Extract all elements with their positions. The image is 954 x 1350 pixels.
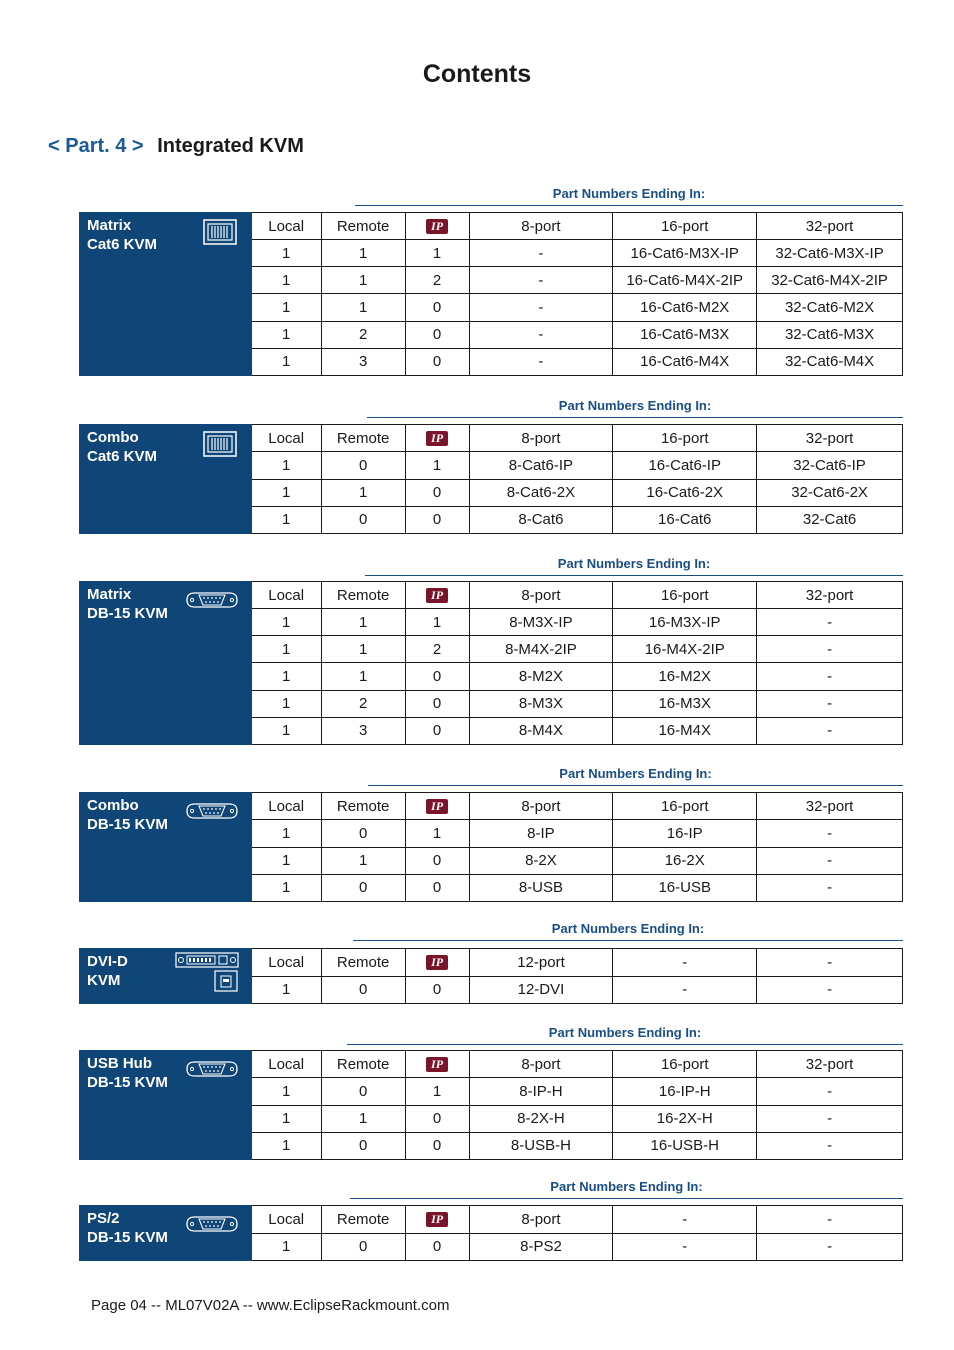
product-label <box>80 425 252 534</box>
column-header: 8-port <box>469 213 613 240</box>
kvm-parts-table <box>79 581 903 745</box>
table-cell: 8-2X-H <box>469 1105 613 1132</box>
column-header: 8-port <box>469 1206 613 1234</box>
column-header: 8-port <box>469 793 613 820</box>
ip-column-header <box>405 949 469 977</box>
table-cell: 16-2X <box>613 847 757 874</box>
product-name-line-2: Cat6 KVM <box>87 236 158 253</box>
column-header: 16-port <box>613 582 757 609</box>
table-cell: 1 <box>251 1105 321 1132</box>
table-cell: 16-Cat6-M4X <box>613 348 757 375</box>
table-cell: - <box>613 976 757 1004</box>
kvm-parts-table <box>79 792 903 902</box>
table-cell: 1 <box>251 874 321 901</box>
table-cell: 1 <box>251 479 321 506</box>
table-cell: 1 <box>321 609 405 636</box>
table-cell: 1 <box>251 267 321 294</box>
table-cell: 0 <box>321 452 405 479</box>
table-cell: - <box>469 321 613 348</box>
table-cell: 0 <box>405 663 469 690</box>
table-header-row <box>80 793 903 820</box>
table-cell: 1 <box>321 294 405 321</box>
table-cell: 16-Cat6-M4X-2IP <box>613 267 757 294</box>
column-header: 16-port <box>613 425 757 452</box>
table-cell: 16-M4X-2IP <box>613 636 757 663</box>
product-name <box>87 796 168 834</box>
column-header: 32-port <box>757 582 903 609</box>
table-cell: 1 <box>405 240 469 267</box>
kvm-parts-table <box>79 1205 903 1261</box>
table-cell: - <box>757 636 903 663</box>
product-name-line-1: Matrix <box>87 217 132 234</box>
kvm-parts-table <box>79 424 903 534</box>
table-cell: - <box>613 1233 757 1261</box>
product-name-line-2: DB-15 KVM <box>87 1074 168 1091</box>
table-cell: - <box>757 690 903 717</box>
column-header: 8-port <box>469 582 613 609</box>
table-cell: 3 <box>321 348 405 375</box>
column-header: Local <box>251 949 321 977</box>
column-header: Remote <box>321 949 405 977</box>
column-header: 12-port <box>469 949 613 977</box>
table-cell: 2 <box>321 321 405 348</box>
table-cell: 0 <box>405 294 469 321</box>
table-cell: 16-Cat6-2X <box>613 479 757 506</box>
table-cell: 16-2X-H <box>613 1105 757 1132</box>
table-cell: 32-Cat6-IP <box>757 452 903 479</box>
column-header: 8-port <box>469 425 613 452</box>
ip-badge-icon: IP <box>426 955 448 970</box>
table-cell: - <box>757 1233 903 1261</box>
column-header: Remote <box>321 582 405 609</box>
table-cell: 1 <box>251 348 321 375</box>
ip-column-header <box>405 793 469 820</box>
product-name-line-2: Cat6 KVM <box>87 448 158 465</box>
table-cell: - <box>757 1132 903 1159</box>
table-cell: 1 <box>251 1132 321 1159</box>
table-cell: 0 <box>321 874 405 901</box>
ip-column-header <box>405 213 469 240</box>
ip-badge-icon: IP <box>426 799 448 814</box>
table-cell: 1 <box>251 690 321 717</box>
table-cell: 8-IP <box>469 820 613 847</box>
table-cell: - <box>757 847 903 874</box>
table-cell: 1 <box>251 240 321 267</box>
product-name-line-1: USB Hub <box>87 1055 152 1072</box>
product-label <box>80 213 252 376</box>
table-cell: 8-M4X-2IP <box>469 636 613 663</box>
kvm-parts-table <box>79 212 903 376</box>
table-cell: 2 <box>405 636 469 663</box>
column-header: 32-port <box>757 793 903 820</box>
table-cell: 0 <box>405 1233 469 1261</box>
table-cell: 0 <box>405 717 469 744</box>
table-cell: 1 <box>251 820 321 847</box>
column-header: Remote <box>321 793 405 820</box>
product-name <box>87 1054 168 1092</box>
table-cell: 8-PS2 <box>469 1233 613 1261</box>
table-cell: 0 <box>321 506 405 533</box>
column-header: - <box>613 1206 757 1234</box>
table-cell: 8-M3X-IP <box>469 609 613 636</box>
table-cell: 0 <box>405 506 469 533</box>
table-header-row <box>80 425 903 452</box>
column-header: Local <box>251 582 321 609</box>
table-cell: 1 <box>251 1233 321 1261</box>
table-cell: 1 <box>251 294 321 321</box>
table-header-row <box>80 949 903 977</box>
table-cell: - <box>757 820 903 847</box>
column-header: 16-port <box>613 793 757 820</box>
db15-port-icon <box>185 1214 239 1238</box>
ip-badge-icon: IP <box>426 1212 448 1227</box>
ip-badge-icon: IP <box>426 431 448 446</box>
product-name-line-1: Matrix <box>87 586 132 603</box>
table-cell: 1 <box>251 609 321 636</box>
table-cell: 0 <box>321 820 405 847</box>
ip-badge-icon: IP <box>426 219 448 234</box>
product-name <box>87 428 157 466</box>
ip-badge-icon: IP <box>426 588 448 603</box>
table-cell: - <box>757 1105 903 1132</box>
ip-column-header <box>405 1051 469 1078</box>
table-cell: 32-Cat6-M4X <box>757 348 903 375</box>
table-cell: - <box>469 294 613 321</box>
table-cell: 1 <box>251 636 321 663</box>
column-header: 8-port <box>469 1051 613 1078</box>
table-cell: 12-DVI <box>469 976 613 1004</box>
column-header: Remote <box>321 1206 405 1234</box>
table-cell: 32-Cat6-M3X <box>757 321 903 348</box>
table-cell: 0 <box>321 976 405 1004</box>
page-title: Contents <box>422 60 532 88</box>
table-cell: 16-USB <box>613 874 757 901</box>
table-cell: 2 <box>321 690 405 717</box>
column-header: Local <box>251 425 321 452</box>
column-header: - <box>613 949 757 977</box>
table-cell: 3 <box>321 717 405 744</box>
table-cell: 0 <box>405 1132 469 1159</box>
column-header: 32-port <box>757 1051 903 1078</box>
db15-port-icon <box>185 801 239 825</box>
column-header: 32-port <box>757 425 903 452</box>
product-name-line-1: PS/2 <box>87 1210 120 1227</box>
table-cell: 8-Cat6-2X <box>469 479 613 506</box>
product-name-line-1: Combo <box>87 429 139 446</box>
table-cell: - <box>469 240 613 267</box>
table-cell: 8-USB-H <box>469 1132 613 1159</box>
table-cell: 1 <box>251 1078 321 1105</box>
part-tag: < Part. 4 > <box>48 135 144 157</box>
table-cell: 16-M4X <box>613 717 757 744</box>
dvi-port-icon <box>175 952 239 996</box>
table-cell: 8-Cat6 <box>469 506 613 533</box>
table-cell: 32-Cat6-M2X <box>757 294 903 321</box>
table-cell: 1 <box>251 663 321 690</box>
part-numbers-heading: Part Numbers Ending In: <box>365 556 903 576</box>
table-cell: 8-IP-H <box>469 1078 613 1105</box>
table-cell: 1 <box>321 240 405 267</box>
product-name <box>87 1209 168 1247</box>
column-header: Local <box>251 1206 321 1234</box>
table-cell: 16-M3X-IP <box>613 609 757 636</box>
table-cell: 32-Cat6-2X <box>757 479 903 506</box>
table-cell: 8-M3X <box>469 690 613 717</box>
product-label <box>80 1206 252 1261</box>
table-cell: 1 <box>251 976 321 1004</box>
column-header: - <box>757 1206 903 1234</box>
table-cell: 16-Cat6-M2X <box>613 294 757 321</box>
table-cell: 0 <box>321 1132 405 1159</box>
table-cell: 1 <box>321 1105 405 1132</box>
part-heading <box>48 135 304 158</box>
table-cell: 16-Cat6-M3X <box>613 321 757 348</box>
table-header-row <box>80 1051 903 1078</box>
product-label <box>80 949 252 1004</box>
table-cell: 0 <box>405 1105 469 1132</box>
table-cell: 32-Cat6-M3X-IP <box>757 240 903 267</box>
column-header: Remote <box>321 1051 405 1078</box>
table-cell: 0 <box>321 1078 405 1105</box>
product-label <box>80 793 252 902</box>
table-cell: - <box>757 1078 903 1105</box>
column-header: - <box>757 949 903 977</box>
table-cell: 1 <box>405 609 469 636</box>
column-header: Local <box>251 793 321 820</box>
table-cell: 16-M2X <box>613 663 757 690</box>
column-header: 32-port <box>757 213 903 240</box>
ip-badge-icon: IP <box>426 1057 448 1072</box>
table-cell: 16-Cat6 <box>613 506 757 533</box>
column-header: 16-port <box>613 1051 757 1078</box>
table-cell: 16-Cat6-IP <box>613 452 757 479</box>
rj45-port-icon <box>203 219 237 249</box>
table-header-row <box>80 213 903 240</box>
product-name-line-2: DB-15 KVM <box>87 816 168 833</box>
part-name: Integrated KVM <box>157 135 304 157</box>
ip-column-header <box>405 582 469 609</box>
table-cell: 8-Cat6-IP <box>469 452 613 479</box>
table-cell: - <box>757 663 903 690</box>
column-header: 16-port <box>613 213 757 240</box>
table-cell: - <box>757 717 903 744</box>
part-numbers-heading: Part Numbers Ending In: <box>367 398 903 418</box>
table-cell: 1 <box>251 452 321 479</box>
table-cell: 0 <box>321 1233 405 1261</box>
table-header-row <box>80 582 903 609</box>
column-header: Remote <box>321 425 405 452</box>
table-cell: 8-2X <box>469 847 613 874</box>
rj45-port-icon <box>203 431 237 461</box>
table-cell: 0 <box>405 976 469 1004</box>
db15-port-icon <box>185 590 239 614</box>
part-numbers-heading: Part Numbers Ending In: <box>355 186 903 206</box>
table-cell: - <box>469 267 613 294</box>
table-cell: 0 <box>405 847 469 874</box>
column-header: Local <box>251 213 321 240</box>
product-name <box>87 952 128 990</box>
product-name-line-2: DB-15 KVM <box>87 1229 168 1246</box>
part-numbers-heading: Part Numbers Ending In: <box>353 921 903 941</box>
product-label <box>80 582 252 745</box>
kvm-parts-table <box>79 948 903 1004</box>
part-numbers-heading: Part Numbers Ending In: <box>347 1025 903 1045</box>
table-cell: - <box>757 976 903 1004</box>
table-cell: - <box>757 874 903 901</box>
table-cell: 32-Cat6 <box>757 506 903 533</box>
table-cell: 1 <box>251 717 321 744</box>
part-numbers-heading: Part Numbers Ending In: <box>350 1179 903 1199</box>
table-cell: 16-IP-H <box>613 1078 757 1105</box>
table-cell: 1 <box>321 847 405 874</box>
product-name-line-1: DVI-D <box>87 953 128 970</box>
db15-port-icon <box>185 1059 239 1083</box>
table-cell: 0 <box>405 348 469 375</box>
kvm-parts-table <box>79 1050 903 1160</box>
ip-column-header <box>405 425 469 452</box>
table-cell: 32-Cat6-M4X-2IP <box>757 267 903 294</box>
table-cell: 8-M4X <box>469 717 613 744</box>
table-cell: 1 <box>251 847 321 874</box>
table-cell: 16-IP <box>613 820 757 847</box>
table-cell: 16-M3X <box>613 690 757 717</box>
product-name <box>87 585 168 623</box>
table-cell: 1 <box>251 506 321 533</box>
table-cell: 1 <box>321 663 405 690</box>
table-cell: 8-M2X <box>469 663 613 690</box>
table-cell: 0 <box>405 690 469 717</box>
table-cell: 2 <box>405 267 469 294</box>
table-cell: - <box>757 609 903 636</box>
table-cell: 1 <box>405 1078 469 1105</box>
table-cell: 0 <box>405 321 469 348</box>
product-label <box>80 1051 252 1160</box>
column-header: Local <box>251 1051 321 1078</box>
table-header-row <box>80 1206 903 1234</box>
part-numbers-heading: Part Numbers Ending In: <box>368 766 903 786</box>
table-cell: 1 <box>251 321 321 348</box>
table-cell: 1 <box>405 820 469 847</box>
product-name <box>87 216 157 254</box>
product-name-line-1: Combo <box>87 797 139 814</box>
table-cell: 1 <box>405 452 469 479</box>
table-cell: 16-Cat6-M3X-IP <box>613 240 757 267</box>
column-header: Remote <box>321 213 405 240</box>
ip-column-header <box>405 1206 469 1234</box>
table-cell: 1 <box>321 636 405 663</box>
table-cell: 16-USB-H <box>613 1132 757 1159</box>
table-cell: 1 <box>321 267 405 294</box>
table-cell: 0 <box>405 479 469 506</box>
table-cell: - <box>469 348 613 375</box>
page-footer: Page 04 -- ML07V02A -- www.EclipseRackmount.com <box>91 1297 450 1314</box>
table-cell: 0 <box>405 874 469 901</box>
table-cell: 1 <box>321 479 405 506</box>
table-cell: 8-USB <box>469 874 613 901</box>
product-name-line-2: KVM <box>87 972 121 989</box>
product-name-line-2: DB-15 KVM <box>87 605 168 622</box>
